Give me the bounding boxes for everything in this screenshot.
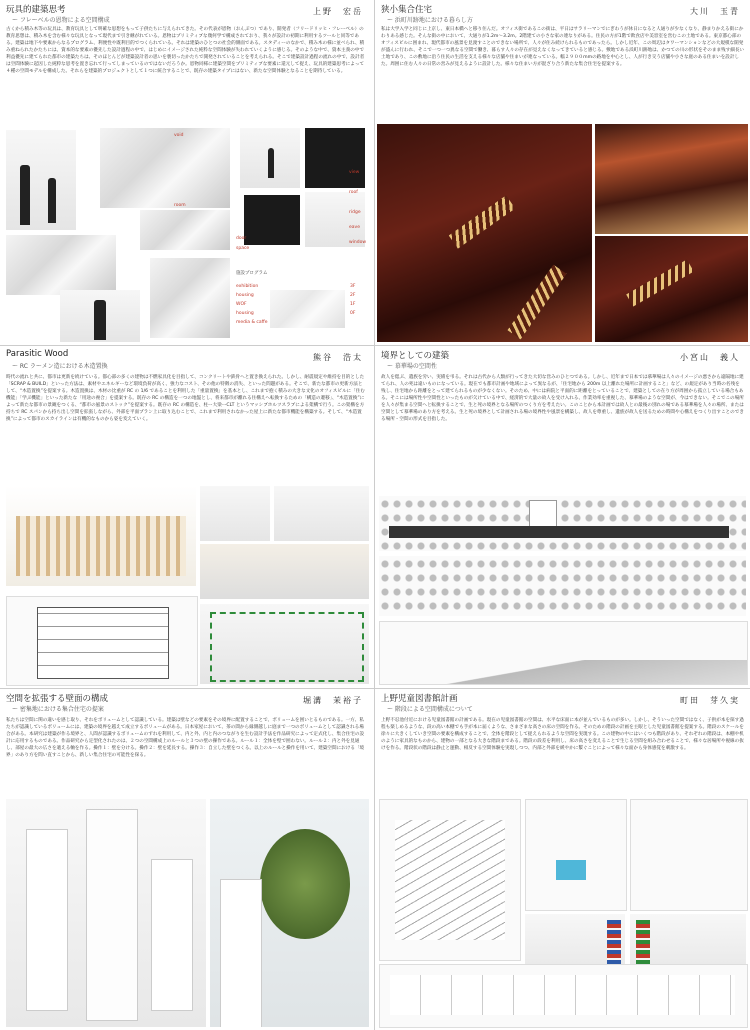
panel-subtitle: ー RC ラーメン造における木造置換	[12, 363, 108, 370]
program-section-drawing	[270, 290, 345, 328]
diagram-label-view: view	[349, 170, 360, 175]
model-stair	[449, 195, 516, 248]
person-silhouette	[20, 165, 30, 225]
model-photo-lower	[595, 236, 748, 342]
model-photo-main	[377, 124, 592, 342]
wall-block	[220, 879, 262, 1027]
model-walls-photo	[6, 799, 206, 1027]
panel-author: 熊谷 浩太	[313, 353, 363, 362]
model-view-render	[140, 210, 230, 250]
diagram-label-room: room	[174, 203, 186, 208]
photo-wood-hall	[274, 486, 369, 541]
building-elevation-strip	[389, 526, 729, 538]
blue-accent	[556, 860, 586, 880]
tree-canopy	[260, 829, 350, 939]
program-item: housing	[236, 311, 254, 316]
panel-narrow-housing	[375, 0, 750, 344]
floor-number: 2F	[350, 293, 356, 298]
model-stair	[508, 265, 567, 340]
panel-body-text: 私は大学入学と同じに上京し、東日本橋へと移り住んだ。オフィス街であるこの街は、平日はサラリーマンでにぎわうが休日になると人通りが少なくなり、静まりかえる街にかわりある感じた。そんな街の中において、大通りが1.2m〜3.2m。2階建ての小さな家の連なりがある。住民の方が1階で飲食店や美容室を営むこの土地である。東京都心部のオフィスビルに囲まれ、現代都市の風景を見渡すことのできない場所で、人々が住み続けられるものであったら。しかし近年、この周辺はタワーマンションなどの大規模な開発が盛んに行われ、そこで一つ一つ異なる空間で働き、暮らす人々の存在が見えなくなってきていると感じる。敷地である浜町川跡地は、かつての川の形状をそのまま残す細長い土地であり、この敷地に沿う住民の生活を支える様々な店舗や住まいが連なっている。幅２９００mmの路地を中心とし、人が行き交う店舗や小さな庭のある住まいを設計した。周囲に住む人々の日常の営みが見えるように設計した。様々な住まい方が混ざり合う新たな集合住宅を提案する。	[381, 27, 745, 67]
diagram-label-eave: eave	[349, 225, 360, 230]
axonometric-drawing	[379, 799, 521, 961]
program-item: WOF	[236, 302, 247, 307]
panel-title: 境界としての建築	[381, 351, 450, 361]
panel-subtitle: ー フレーベルの恩物による空間構成	[12, 17, 110, 24]
panel-author: 堀溝 茉裕子	[303, 696, 363, 705]
terrain-profile	[380, 660, 747, 684]
panel-body-text: 故人を偲ぶ、遺族を労い、実績を弔る。それは古代から人類が行ってきた大切な営みのひとつである。しかし、近年まで日本では慕華場は人々のイメージの悪さから遠隔地に建てられ、人の死は遠いものになっている。現在でも都市計画や地域によって異なるが、「住宅地から 200m 以上離れた場所に計画すること」など、の規定があり当時の名残を残し、住宅地から距離をとって建てられるものが少なくない。そのため、中には病院と平面的に距離をとっていることで、建築としての在り方が周囲から孤立している場合もある。そこには場所性や空間性といったものが欠けている中で、経済的で大量の故人を受け入れる、作業効率を重視した、慕華場のような空間が、今はできない。そこでこの場所を人々が集まる空間へと転換することで、生と死の境界となる場所のつくり方を考えたい。このことから本計画では故人との最後の別れの場である慕華場を人々の場所、または空間として慕華場のあり方を考える。生と死の境界として計画される場の境界性や風景を構築し、故人を尊重し、遺族が故人を送るための時間や心構えをつくり出すことのできる場所・空間の形式を目指した。	[381, 375, 744, 422]
elevation-forest-upper	[379, 496, 746, 551]
program-floor-numbers	[350, 282, 355, 318]
model-stair	[626, 259, 694, 306]
panel-title: 上野児童図書館計画	[381, 694, 458, 704]
diagram-label-window: window	[349, 240, 367, 245]
floor-number: 3F	[350, 284, 356, 289]
panel-body-text: 古くから積み木等の玩具は、教育玩具として明確な思想をもって子供たちに与えられてきた。その代表が恩物（おんぶつ）であり、開発者（フリードリッヒ・フレーベル）の教育思想は、積み木を含む様々な玩具となって現代まで引き継がれている。恩物はプリミティブな幾何学で構成されており、我々が設計の初期に利用するツールと同等である。建築は地下や要素からなるプログラム、利便性や既利目的でつくられている。それは建築のひとつの社会的側面である。スタディーのなかで、積み木の様に並べられ、積み重ねられたかたちには、資本的な要素の優先した設計過程の中で、はじめにイメージされた純粋な空間体験が失われていくように感じる。そのような中で、資本主義の中で利益優先に建てられた都市の建築たちは、そのほとんどが建築設計者の思いを裏切ったかたちで開発されていることを考えられる。そこで建築設計過程の流れの中で、設計者は空間体験に起因した純粋な思考を置き忘れて行ってしまっているのではないだろうか。恩物同様に建築空間をプリミティブな要素に還元して捉え、玩具的建築思考によって４種の空間モデルを構成した。それらを建築的プロジェクトとして１つに統合することで、既存の建築タイプにはない、新たな空間体験となることを期待している。	[6, 27, 365, 74]
photo-wood-space	[200, 544, 369, 599]
site-section-drawing	[379, 621, 748, 685]
wall-block	[86, 809, 138, 1021]
panel-author: 町田 芽久実	[680, 696, 740, 705]
roof-terrace-render	[200, 604, 369, 684]
panel-toy-architecture	[0, 0, 373, 344]
panel-subtitle: ー 階段による空間構成について	[387, 706, 473, 713]
panel-childrens-library	[375, 689, 750, 1030]
photo-visitors	[6, 130, 76, 230]
program-item: housing	[236, 293, 254, 298]
program-item: exhibition	[236, 284, 259, 289]
panel-subtitle: ー 密集地における集合住宅の提案	[12, 706, 104, 713]
program-item: media & caffe	[236, 320, 268, 325]
tower-element	[529, 500, 557, 528]
sketch-interior	[630, 799, 748, 911]
diagram-label-door: door	[236, 236, 247, 241]
model-tree-photo	[210, 799, 369, 1027]
program-list	[236, 282, 268, 327]
model-stack-render	[150, 258, 230, 338]
diagram-label-roof: roof	[349, 190, 358, 195]
panel-body-text: 時代の流れと共に、都市は更新を続けている。都心部の多くの建物は不燃家具化を目指して、コンクリートや鉄骨へと置き換えられた。しかし、耐震規定や維持を目的とした「SCRAP & BUILD」といった方法は、素材やエネルギーなど環境負荷が高く、強力なコスト、その他の特徴の消失、といった問題がある。そこで、新たな都市の更新方法として、“木造置換”を提案する。木造置換は、木材の比重が RC の 1/6 であることを利用した「重量置換」を基本とし、これまで抱く積みの大きな文化のオフィスビルに「住む機能」「学ぶ機能」といった新たな「用途の複合」を提案する。既存の RC の構造を一つの地盤とし、将来都市が離れる住構えへ転換するための「構造の遷移」、“木造置換”によって新たな都市の景観をつくる、“都市の風景のストック”を提案する。既存の RC の構造を、柱ー大梁ーCLT というマッシブホルツスラブによる架構で行う。この架構を方持ちで RC スパンから持ち出し空間を拡張しながら、外部を平面プラン上に取り込むことで、これまで利用されなかった屋上に新たな都市機能を構築する。そして、“木造置換”によって都市のスカイラインは有機的なものから姿を変えていく。	[6, 375, 365, 422]
timber-frame	[16, 516, 186, 576]
person-silhouette	[48, 178, 56, 223]
model-cluster-render	[100, 128, 230, 208]
program-title: 施設プログラム	[236, 271, 268, 276]
photo-lobby	[60, 290, 140, 342]
panel-architecture-as-boundary	[375, 346, 750, 687]
section-bays	[390, 975, 735, 1015]
panel-author: 小宮山 義人	[680, 353, 740, 362]
panel-body-text: 私たちは空間に関の違いを感じ取り、それをボリュームとして認識している。建築は壁などの要素をその境界に配置することで、ボリュームを囲いとるものである。一方、私たちが認識しているボリュームには、建築の境界を越えて成立するボリュームがある。日本家屋において、茶の間から縁側越しに庭まで一つのボリュームとして認識される場合がある。本研究は建築が作る境界と、人間が認識するボリュームのずれを利用して、内と外、内と内のつながりを生む設計手法を作品研究によって定式化し、集合住宅の設計に応用するものである。作品研究から定型化されたのは、２つの空間構成上のルールと３つの壁の操作である。ルール１：全体を壁で囲わない。ルール２：内と外を見通し、部屋の最大の広さを適える軸を作る。操作１：壁を分ける。操作２：壁を延長する。操作３：自立した壁をつくる。以上のルールと操作を用いて、建築空間における「境界」のあり方を問い直すことから、新しい集合住宅の可能性を探る。	[6, 718, 365, 758]
wall-block	[26, 829, 68, 1011]
panel-title: 狭小集合住宅	[381, 5, 433, 15]
panel-title: Parasitic Wood	[6, 349, 69, 359]
person-silhouette	[268, 148, 274, 178]
building-section	[37, 607, 169, 679]
diagram-label-ridge: ridge	[349, 210, 361, 215]
panel-subtitle: ー 慕華場の空間性	[387, 363, 437, 370]
model-photo-upper	[595, 124, 748, 234]
panel-author: 上野 宏岳	[313, 7, 363, 16]
photo-wood-interior	[200, 486, 270, 541]
person-silhouette	[94, 300, 106, 340]
section-elevation-drawing	[6, 596, 198, 686]
wall-block	[151, 859, 193, 1011]
photo-window-interior	[305, 192, 365, 247]
panel-subtitle: ー 浜町川跡地における暮らし方	[387, 17, 473, 24]
green-outline	[210, 612, 364, 682]
panel-title: 玩具的建築思考	[6, 5, 66, 15]
panel-wall-expansion	[0, 689, 373, 1030]
photo-black-room	[244, 195, 300, 245]
diagram-label-space: space	[236, 246, 250, 251]
section-drawing-strip	[379, 964, 748, 1028]
photo-dark-interior	[305, 128, 365, 188]
render-wood-rooftop	[6, 486, 196, 586]
floor-number: 1F	[350, 302, 356, 307]
panel-body-text: 上野不忍池付近における児童図書館の計画である。現在の児童図書館の空間は、水平な床面に本が並んでいるものが多い。しかし、そういった空間ではなく、子供が本を探す過程も楽しめるような、段の高い本棚でも手が本に届くような、さまざまな高さの床の空間を作る。そのための階段の計画を主眼とした児童図書館を提案する。階段のスケールを徐々に大きくしていき空間の要素を構成することで、全体を階段として捉えられるような空間を実現する。この建物の中にはいくつも階段があり、それぞれの階段は、本棚や机のように家具的なものから、建物の一部となる大きな階段まである。階段の段差を利用し、床の高さを変えることで生じる空間を組み合わせることで、様々な居場所や視線の抜けを作る。階段状の階段は静止と運動、相反する空間体験を実現しつつ、内部と外部を緩やかに繋ぐことによって様々な面から身体感覚を刺激する。	[381, 718, 744, 751]
photo-room-view	[240, 128, 300, 188]
panel-title: 空間を拡張する壁面の構成	[6, 694, 109, 704]
panel-author: 大川 玉青	[690, 7, 740, 16]
diagram-label-void: void	[174, 133, 184, 138]
panel-parasitic-wood	[0, 346, 373, 687]
sketch-bookshelves	[525, 799, 627, 911]
elevation-forest-lower	[379, 556, 746, 616]
floor-number: 0F	[350, 311, 356, 316]
model-angled-render	[6, 235, 116, 295]
axonometric-lines	[395, 820, 505, 940]
